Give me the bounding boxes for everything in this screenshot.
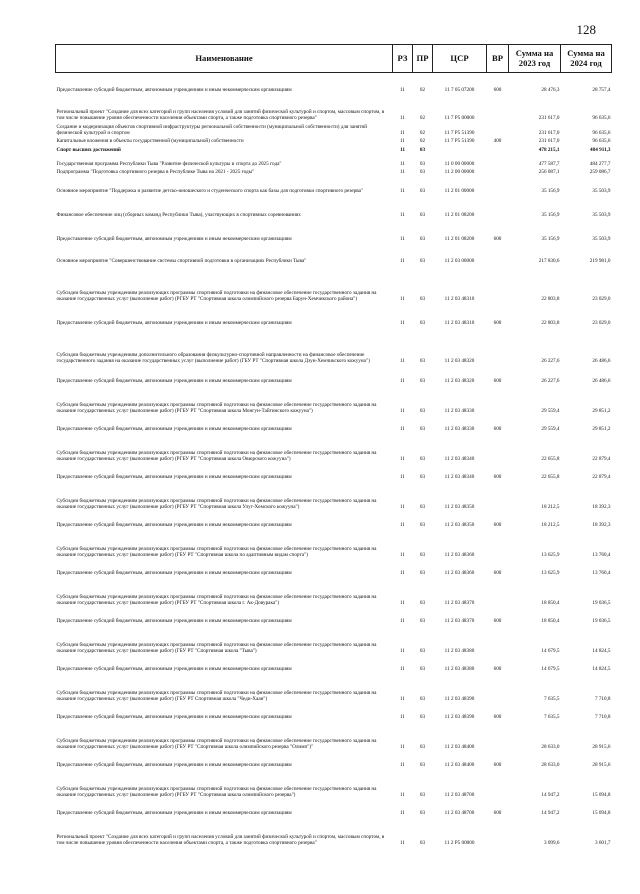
row-pr: 03 xyxy=(419,161,426,168)
row-csr: 11 2 03 48330 xyxy=(444,426,475,433)
row-csr: 11 2 01 08200 xyxy=(444,236,475,243)
table-row xyxy=(56,385,612,415)
table-row xyxy=(56,769,612,799)
row-name: Субсидии бюджетным учреждениям реализующих программы спортивной подготовки на финансовое обеспечение государственного задания на оказание государственных услуг (выполнение работ) (РГБУ РТ "Спортивная школа г. Ак-Довурака") xyxy=(56,593,377,607)
row-csr: 11 0 00 00000 xyxy=(444,161,475,168)
row-pr: 03 xyxy=(419,358,426,365)
row-vr xyxy=(487,176,509,195)
row-name: Предоставление субсидий бюджетным, автономным учреждениям и иным некоммерческим организациям xyxy=(56,810,292,817)
row-sum-2024: 484 911,3 xyxy=(590,147,611,154)
header-sum-2023: Сумма на 2023 год xyxy=(509,45,561,73)
row-name: Субсидии бюджетным учреждениям реализующих программы спортивной подготовки на финансовое обеспечение государственного задания на оказание государственных услуг (выполнение работ) (РГБУ РТ "Спортивная школа олимпийского резерва Барун-Хемчикского района") xyxy=(56,289,377,303)
row-sum-2024: 26 486,6 xyxy=(592,378,611,385)
row-vr: 600 xyxy=(493,666,502,673)
row-vr: 600 xyxy=(493,522,502,529)
row-sum-2024: 7 710,8 xyxy=(594,696,611,703)
row-vr: 600 xyxy=(493,474,502,481)
row-csr: 11 2 03 48700 xyxy=(444,792,475,799)
row-csr: 11 2 03 48340 xyxy=(444,474,475,481)
row-name: Основное мероприятие "Поддержка и развитие детско-юношеского и студенческого спорта как базы для подготовки спортивного резерва" xyxy=(56,188,364,195)
row-rz: 11 xyxy=(400,552,405,559)
row-pr: 03 xyxy=(419,169,426,176)
row-pr: 03 xyxy=(419,714,426,721)
row-sum-2024: 19 036,5 xyxy=(592,618,611,625)
row-name: Государственная программа Республики Тыва "Развитие физической культуры и спорта до 2025 года" xyxy=(56,161,282,168)
table-row xyxy=(56,799,612,817)
table-row xyxy=(56,817,612,847)
row-vr xyxy=(487,385,509,415)
row-vr: 600 xyxy=(493,320,502,327)
row-vr xyxy=(487,94,509,122)
row-csr: 11 7 P5 51390 xyxy=(444,130,475,137)
row-sum-2023: 29 559,4 xyxy=(541,426,560,433)
row-name: Субсидии бюджетным учреждениям реализующих программы спортивной подготовки на финансовое обеспечение государственного задания на оказание государственных услуг (выполнение работ) (РГБУ РТ "Спортивная школа Монгун-Тайгинского кожууна") xyxy=(56,401,377,415)
row-sum-2024: 28 915,6 xyxy=(592,744,611,751)
row-csr: 11 2 03 48330 xyxy=(444,408,475,415)
row-name: Субсидии бюджетным учреждениям реализующих программы спортивной подготовки на финансовое обеспечение государственного задания на оказание государственных услуг (выполнение работ) (РГБУ РТ "Спортивная школа Овюрского кожууна") xyxy=(56,449,377,463)
row-pr: 03 xyxy=(419,552,426,559)
row-csr: 11 2 03 48310 xyxy=(444,296,475,303)
row-name: Предоставление субсидий бюджетным, автономным учреждениям и иным некоммерческим организациям xyxy=(56,762,292,769)
row-rz: 11 xyxy=(400,426,405,433)
row-sum-2023: 35 156,9 xyxy=(541,212,560,219)
row-pr: 02 xyxy=(419,130,426,137)
row-pr: 03 xyxy=(419,188,426,195)
row-vr xyxy=(487,817,509,847)
row-rz: 11 xyxy=(400,744,405,751)
row-name: Создание и модернизация объектов спортивной инфраструктуры региональной собственности (муниципальной собственности) для занятий физической культурой и спортом xyxy=(56,123,368,137)
row-sum-2024: 22 879,4 xyxy=(592,474,611,481)
row-sum-2024: 19 036,5 xyxy=(592,600,611,607)
row-name: Субсидии бюджетным учреждениям реализующих программы спортивной подготовки на финансовое обеспечение государственного задания на оказание государственных услуг (выполнение работ) (ГБУ РТ "Спортивная школа "Тыва") xyxy=(56,641,377,655)
row-pr: 03 xyxy=(419,296,426,303)
row-rz: 11 xyxy=(400,696,405,703)
row-csr: 11 2 03 48360 xyxy=(444,552,475,559)
table-header xyxy=(56,45,612,73)
row-sum-2023: 256 087,1 xyxy=(538,169,560,176)
row-pr: 03 xyxy=(419,600,426,607)
row-pr: 03 xyxy=(419,792,426,799)
row-sum-2024: 18 392,3 xyxy=(592,522,611,529)
row-vr xyxy=(487,243,509,265)
row-rz: 11 xyxy=(400,258,405,265)
row-vr xyxy=(487,673,509,703)
row-pr: 03 xyxy=(419,840,426,847)
row-sum-2024: 15 094,8 xyxy=(592,810,611,817)
row-pr: 03 xyxy=(419,474,426,481)
row-rz: 11 xyxy=(400,474,405,481)
row-pr: 03 xyxy=(419,666,426,673)
row-name: Субсидии бюджетным учреждениям дополнительного образования физкультурно-спортивной направленности на финансовое обеспечение государственного задания на оказание государственных услуг (выполнение работ) (ГБУ РТ "Спортивная школа Дзун-Хемчикского кожууна") xyxy=(56,351,370,365)
table-row xyxy=(56,529,612,559)
row-sum-2023: 231 617,0 xyxy=(538,130,560,137)
row-rz: 11 xyxy=(400,792,405,799)
row-sum-2023: 26 227,6 xyxy=(541,378,560,385)
table-row xyxy=(56,559,612,577)
row-csr: 11 2 03 48320 xyxy=(444,358,475,365)
row-sum-2023: 22 655,8 xyxy=(541,474,560,481)
row-csr: 11 2 03 48400 xyxy=(444,762,475,769)
row-vr xyxy=(487,769,509,799)
row-sum-2023: 231 617,0 xyxy=(538,115,560,122)
table-row xyxy=(56,721,612,751)
row-name: Предоставление субсидий бюджетным, автономным учреждениям и иным некоммерческим организациям xyxy=(56,320,292,327)
row-pr: 03 xyxy=(419,236,426,243)
row-sum-2023: 35 156,9 xyxy=(541,236,560,243)
row-sum-2024: 35 503,9 xyxy=(592,236,611,243)
header-csr: ЦСР xyxy=(433,45,487,73)
row-vr: 600 xyxy=(493,378,502,385)
row-rz: 11 xyxy=(400,236,405,243)
row-sum-2023: 28 476,3 xyxy=(541,87,560,94)
row-pr: 03 xyxy=(419,320,426,327)
row-sum-2024: 35 503,9 xyxy=(592,212,611,219)
row-csr: 11 7 P5 51390 xyxy=(444,138,475,145)
row-sum-2024: 28 915,6 xyxy=(592,762,611,769)
row-sum-2024: 484 277,7 xyxy=(589,161,611,168)
row-sum-2023: 7 635,5 xyxy=(543,696,560,703)
row-sum-2024: 13 760,4 xyxy=(592,570,611,577)
row-name: Субсидии бюджетным учреждениям реализующих программы спортивной подготовки на финансовое обеспечение государственного задания на оказание государственных услуг (выполнение работ) (РГБУ РТ "Спортивная школа олимпийского резерва") xyxy=(56,785,377,799)
row-name: Предоставление субсидий бюджетным, автономным учреждениям и иным некоммерческим организациям xyxy=(56,570,292,577)
row-sum-2023: 3 099,6 xyxy=(543,840,560,847)
row-pr: 03 xyxy=(419,696,426,703)
row-name: Субсидии бюджетным учреждениям реализующих программы спортивной подготовки на финансовое обеспечение государственного задания на оказание государственных услуг (выполнение работ) (РГБУ РТ "Спортивная школа Улуг-Хемского кожууна") xyxy=(56,497,377,511)
row-sum-2024: 23 029,0 xyxy=(592,320,611,327)
row-sum-2024: 14 824,5 xyxy=(592,648,611,655)
row-csr xyxy=(433,145,487,154)
row-rz: 11 xyxy=(400,358,405,365)
table-row xyxy=(56,433,612,463)
row-csr: 11 2 03 48340 xyxy=(444,456,475,463)
row-pr: 03 xyxy=(419,426,426,433)
table-row xyxy=(56,122,612,137)
row-name: Предоставление субсидий бюджетным, автономным учреждениям и иным некоммерческим организациям xyxy=(56,714,292,721)
row-rz: 11 xyxy=(400,147,405,154)
row-vr xyxy=(487,327,509,365)
row-sum-2023: 26 227,6 xyxy=(541,358,560,365)
row-csr: 11 7 P5 00000 xyxy=(444,115,475,122)
row-rz: 11 xyxy=(400,618,405,625)
row-sum-2023: 14 679,5 xyxy=(541,666,560,673)
table-row xyxy=(56,176,612,195)
row-rz: 11 xyxy=(400,456,405,463)
row-vr xyxy=(487,122,509,137)
row-name: Субсидии бюджетным учреждениям реализующих программы спортивной подготовки на финансовое обеспечение государственного задания на оказание государственных услуг (выполнение работ) (ГБУ РТ "Спортивная школа по адаптивным видам спорта") xyxy=(56,545,377,559)
row-csr: 11 2 03 48350 xyxy=(444,522,475,529)
row-name: Предоставление субсидий бюджетным, автономным учреждениям и иным некоммерческим организациям xyxy=(56,426,292,433)
row-rz: 11 xyxy=(400,130,405,137)
row-name: Предоставление субсидий бюджетным, автономным учреждениям и иным некоммерческим организациям xyxy=(56,474,292,481)
row-rz: 11 xyxy=(400,762,405,769)
row-sum-2023: 478 215,1 xyxy=(538,147,560,154)
row-pr: 03 xyxy=(419,504,426,511)
row-vr: 600 xyxy=(493,714,502,721)
header-name: Наименование xyxy=(56,45,393,73)
row-csr: 11 2 01 00000 xyxy=(444,188,475,195)
row-vr xyxy=(487,154,509,168)
table-row xyxy=(56,751,612,769)
table-row xyxy=(56,73,612,94)
row-vr: 400 xyxy=(493,138,502,145)
row-vr: 600 xyxy=(493,236,502,243)
row-csr: 11 2 03 48310 xyxy=(444,320,475,327)
table-row xyxy=(56,219,612,243)
table-row xyxy=(56,168,612,176)
row-sum-2023: 7 635,5 xyxy=(543,714,560,721)
row-pr: 03 xyxy=(419,522,426,529)
row-sum-2023: 14 947,2 xyxy=(541,792,560,799)
row-name: Региональный проект "Создание для всех категорий и групп населения условий для занятий физической культурой и спортом, массовым спортом, в том числе повышение уровня обеспеченности населения объектами спорта, а также подготовка спортивного резерва" xyxy=(56,833,385,847)
row-sum-2024: 22 879,4 xyxy=(592,456,611,463)
table-row xyxy=(56,327,612,365)
row-vr: 600 xyxy=(493,810,502,817)
row-pr: 03 xyxy=(419,648,426,655)
row-name: Субсидии бюджетным учреждениям реализующих программы спортивной подготовки на финансовое обеспечение государственного задания на оказание государственных услуг (выполнение работ) (ГБУ РТ "Спортивная школа олимпийского резерва "Олимп")" xyxy=(56,737,377,751)
table-row xyxy=(56,625,612,655)
page-number: 128 xyxy=(576,22,596,37)
row-sum-2024: 15 094,8 xyxy=(592,792,611,799)
row-sum-2024: 14 824,5 xyxy=(592,666,611,673)
row-sum-2023: 28 633,0 xyxy=(541,744,560,751)
row-pr: 03 xyxy=(419,570,426,577)
row-sum-2024: 259 086,7 xyxy=(589,169,611,176)
row-sum-2024: 35 503,9 xyxy=(592,188,611,195)
row-sum-2023: 29 559,4 xyxy=(541,408,560,415)
row-sum-2023: 14 679,5 xyxy=(541,648,560,655)
row-sum-2023: 22 803,8 xyxy=(541,296,560,303)
row-pr: 03 xyxy=(419,408,426,415)
row-rz: 11 xyxy=(400,840,405,847)
table-row xyxy=(56,463,612,481)
row-pr: 03 xyxy=(419,378,426,385)
row-rz: 11 xyxy=(400,504,405,511)
row-name: Основное мероприятие "Совершенствование системы спортивной подготовки в организациях Республики Тыва" xyxy=(56,258,307,265)
budget-table xyxy=(55,44,612,847)
row-csr: 11 2 P5 00000 xyxy=(444,840,475,847)
row-name: Предоставление субсидий бюджетным, автономным учреждениям и иным некоммерческим организациям xyxy=(56,378,292,385)
row-sum-2024: 219 981,0 xyxy=(589,258,611,265)
row-pr: 03 xyxy=(419,744,426,751)
row-pr: 03 xyxy=(419,810,426,817)
table-row xyxy=(56,673,612,703)
row-rz: 11 xyxy=(400,212,405,219)
row-csr: 11 2 03 48350 xyxy=(444,504,475,511)
row-sum-2024: 7 710,8 xyxy=(594,714,611,721)
table-row xyxy=(56,137,612,145)
row-sum-2024: 18 392,3 xyxy=(592,504,611,511)
row-vr: 600 xyxy=(493,87,502,94)
row-csr: 11 2 03 48320 xyxy=(444,378,475,385)
row-rz: 11 xyxy=(400,522,405,529)
header-pr: ПР xyxy=(413,45,433,73)
table-row xyxy=(56,365,612,385)
row-rz: 11 xyxy=(400,714,405,721)
row-pr: 03 xyxy=(419,212,426,219)
row-sum-2024: 29 851,2 xyxy=(592,408,611,415)
row-vr xyxy=(487,577,509,607)
row-csr: 11 2 01 08200 xyxy=(444,212,475,219)
row-sum-2023: 14 947,2 xyxy=(541,810,560,817)
row-name: Капитальные вложения в объекты государственной (муниципальной) собственности xyxy=(56,138,244,145)
row-sum-2024: 96 635,6 xyxy=(592,138,611,145)
row-name: Финансовое обеспечение лиц (сборных команд Республики Тыва), участвующих в спортивных соревнованиях xyxy=(56,212,301,219)
row-name: Предоставление субсидий бюджетным, автономным учреждениям и иным некоммерческим организациям xyxy=(56,522,292,529)
row-csr: 11 2 03 48360 xyxy=(444,570,475,577)
row-csr: 11 2 03 48380 xyxy=(444,666,475,673)
row-rz: 11 xyxy=(400,570,405,577)
table-row xyxy=(56,195,612,219)
row-rz: 11 xyxy=(400,378,405,385)
row-vr xyxy=(487,433,509,463)
row-pr: 03 xyxy=(419,456,426,463)
row-vr: 600 xyxy=(493,618,502,625)
row-csr: 11 2 03 48400 xyxy=(444,744,475,751)
row-rz: 11 xyxy=(400,408,405,415)
table-row xyxy=(56,94,612,122)
table-row xyxy=(56,481,612,511)
row-vr xyxy=(487,195,509,219)
row-csr: 11 2 03 48700 xyxy=(444,810,475,817)
row-rz: 11 xyxy=(400,115,405,122)
row-name: Субсидии бюджетным учреждениям реализующих программы спортивной подготовки на финансовое обеспечение государственного задания на оказание государственных услуг (выполнение работ) (ГБУ РТ Спортивная школа "Чеди-Хаан") xyxy=(56,689,377,703)
row-sum-2023: 35 156,9 xyxy=(541,188,560,195)
row-sum-2023: 28 633,0 xyxy=(541,762,560,769)
row-pr: 03 xyxy=(419,762,426,769)
row-csr: 11 2 03 48370 xyxy=(444,618,475,625)
row-sum-2024: 23 029,0 xyxy=(592,296,611,303)
row-vr xyxy=(487,145,509,154)
header-rz: РЗ xyxy=(393,45,413,73)
table-row xyxy=(56,577,612,607)
row-sum-2023: 18 212,5 xyxy=(541,522,560,529)
row-sum-2023: 13 625,9 xyxy=(541,552,560,559)
row-vr xyxy=(487,481,509,511)
header-vr: ВР xyxy=(487,45,509,73)
row-csr: 11 7 05 07200 xyxy=(444,87,475,94)
row-sum-2024: 96 635,6 xyxy=(592,130,611,137)
table-row xyxy=(56,511,612,529)
row-name: Предоставление субсидий бюджетным, автономным учреждениям и иным некоммерческим организациям xyxy=(56,666,292,673)
row-pr: 03 xyxy=(419,147,426,154)
row-sum-2024: 96 635,6 xyxy=(592,115,611,122)
row-pr: 02 xyxy=(419,138,426,145)
row-rz: 11 xyxy=(400,648,405,655)
table-row xyxy=(56,243,612,265)
row-name: Спорт высших достижений xyxy=(56,147,121,154)
row-sum-2024: 29 851,2 xyxy=(592,426,611,433)
row-pr: 03 xyxy=(419,618,426,625)
row-name: Предоставление субсидий бюджетным, автономным учреждениям и иным некоммерческим организациям xyxy=(56,87,292,94)
table-row xyxy=(56,607,612,625)
row-name: Подпрограмма "Подготовка спортивного резерва в Республике Тыва на 2021 - 2025 годы" xyxy=(56,169,255,176)
row-sum-2023: 477 587,7 xyxy=(538,161,560,168)
row-sum-2024: 28 757,4 xyxy=(592,87,611,94)
row-sum-2023: 18 212,5 xyxy=(541,504,560,511)
row-vr xyxy=(487,168,509,176)
row-rz: 11 xyxy=(400,666,405,673)
table-row xyxy=(56,415,612,433)
row-csr: 11 2 03 48380 xyxy=(444,648,475,655)
row-vr xyxy=(487,529,509,559)
header-sum-2024: Сумма на 2024 год xyxy=(561,45,612,73)
row-name: Предоставление субсидий бюджетным, автономным учреждениям и иным некоммерческим организациям xyxy=(56,236,292,243)
row-csr: 11 2 03 48390 xyxy=(444,714,475,721)
row-rz: 11 xyxy=(400,810,405,817)
table-row xyxy=(56,265,612,303)
table-row xyxy=(56,703,612,721)
table-row xyxy=(56,154,612,168)
row-vr: 600 xyxy=(493,570,502,577)
row-csr: 11 2 00 00000 xyxy=(444,169,475,176)
row-rz: 11 xyxy=(400,138,405,145)
row-sum-2023: 217 830,6 xyxy=(538,258,560,265)
row-sum-2024: 26 486,6 xyxy=(592,358,611,365)
row-sum-2023: 18 850,4 xyxy=(541,618,560,625)
row-sum-2024: 13 760,4 xyxy=(592,552,611,559)
row-csr: 11 2 03 00000 xyxy=(444,258,475,265)
row-rz: 11 xyxy=(400,161,405,168)
row-vr xyxy=(487,625,509,655)
table-row xyxy=(56,655,612,673)
row-sum-2023: 231 617,0 xyxy=(538,138,560,145)
table-row xyxy=(56,303,612,327)
row-rz: 11 xyxy=(400,188,405,195)
row-pr: 02 xyxy=(419,87,426,94)
row-rz: 11 xyxy=(400,296,405,303)
row-sum-2023: 22 803,8 xyxy=(541,320,560,327)
row-rz: 11 xyxy=(400,600,405,607)
table-row xyxy=(56,145,612,154)
row-name: Региональный проект "Создание для всех категорий и групп населения условий для занятий физической культурой и спортом, массовым спортом, в том числе повышение уровня обеспеченности населения объектами спорта, а также подготовка спортивного резерва" xyxy=(56,108,385,122)
row-vr: 600 xyxy=(493,762,502,769)
row-sum-2023: 13 625,9 xyxy=(541,570,560,577)
row-rz: 11 xyxy=(400,87,405,94)
row-sum-2023: 18 850,4 xyxy=(541,600,560,607)
row-sum-2023: 22 655,8 xyxy=(541,456,560,463)
row-csr: 11 2 03 48370 xyxy=(444,600,475,607)
row-sum-2024: 3 601,7 xyxy=(594,840,611,847)
row-vr: 600 xyxy=(493,426,502,433)
row-pr: 03 xyxy=(419,258,426,265)
row-csr: 11 2 03 48390 xyxy=(444,696,475,703)
row-name: Предоставление субсидий бюджетным, автономным учреждениям и иным некоммерческим организациям xyxy=(56,618,292,625)
table-body xyxy=(56,73,612,847)
row-vr xyxy=(487,721,509,751)
row-pr: 02 xyxy=(419,115,426,122)
row-vr xyxy=(487,265,509,303)
row-rz: 11 xyxy=(400,320,405,327)
row-rz: 11 xyxy=(400,169,405,176)
